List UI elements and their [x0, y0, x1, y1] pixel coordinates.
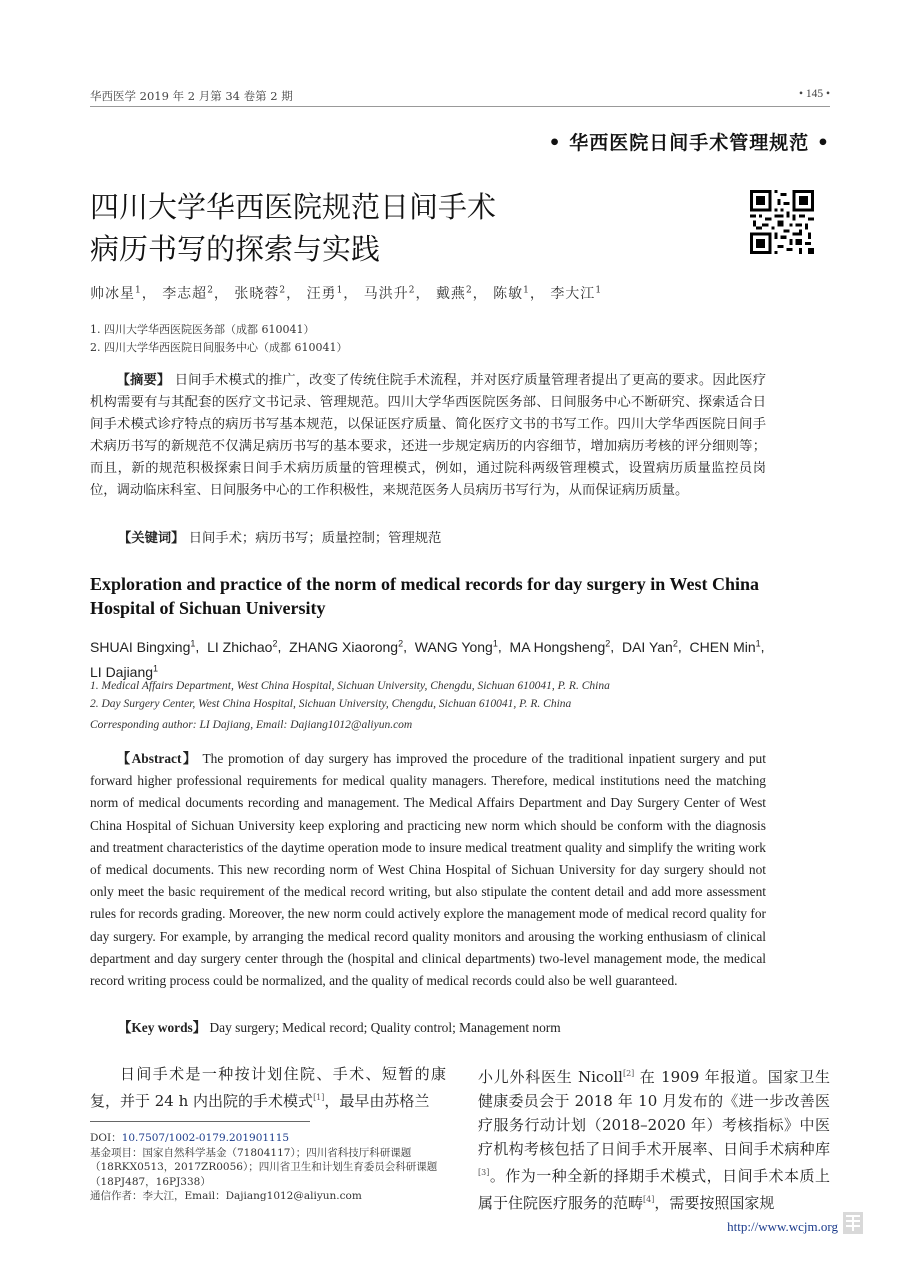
author-en: MA Hongsheng$^2$: [509, 638, 611, 655]
title-en: Exploration and practice of the norm of medical records for day surgery in West China Hospital of Sichuan University: [90, 574, 759, 618]
abstract-en-text: The promotion of day surgery has improved the procedure of the traditional inpatient surgery and put forward higher professional requirements for medical quality managers. Therefore, medical institutions need the matching norm of medical documents recording and management. The Medical Affairs Department and Day Surgery Center of West China Hospital of Sichuan University keep exploring and practicing new norm which should be conform with the diagnosis and treatment characteristics of the daytime operation mode to insure medical treatment quality and simplify the writing work of medical documents. This new recording norm of West China Hospital of Sichuan University for day surgery should not only meet the basic requirement of the medical record writing, but also stipulate the content detail and add more assessment rules for records grading. Moreover, the new norm could actively explore the management mode of medical record quality for day surgery. For example, by arranging the medical record quality monitors and arousing the working enthusiasm of clinical department and day surgery center through the (hospital and clinical departments) two-level management mode, the medical record writing process could be normalized, and the quality of medical records could also be well guaranteed.: [90, 751, 766, 989]
authors-en: SHUAI Bingxing$^1$, LI Zhichao$^2$, ZHANG Xiaorong$^2$, WANG Yong$^1$, MA Hongsheng$^2$, DAI Yan$^2$, CHEN Min$^1$, LI Dajiang$^1$: [90, 638, 765, 681]
abstract-cn-label: 【摘要】: [116, 373, 171, 388]
corresponding-author-en: Corresponding author: LI Dajiang, Email: Dajiang1012@aliyun.com: [90, 719, 413, 731]
footnotes: [90, 1131, 446, 1204]
citation-ref[interactable]: [4]: [643, 1195, 655, 1204]
doi-line: DOI：10.7507/1002-0179.201901115: [90, 1132, 290, 1144]
page-number: • 145 •: [798, 88, 830, 100]
author-cn: 张晓蓉$^2$: [234, 285, 287, 302]
title-cn-line2: 病历书写的探索与实践: [90, 232, 381, 266]
affiliation-cn-2: 2. 四川大学华西医院日间服务中心（成都 610041）: [90, 341, 348, 354]
section-tag: • 华西医院日间手术管理规范 •: [548, 132, 830, 154]
author-cn: 李志超$^2$: [162, 285, 214, 302]
author-cn: 戴燕$^2$: [435, 285, 473, 302]
author-cn: 马洪升$^2$: [363, 285, 416, 302]
author-en: LI Zhichao$^2$: [207, 638, 278, 655]
affiliation-en-1: 1. Medical Affairs Department, West China Hospital, Sichuan University, Chengdu, Sichuan 610041, P. R. China: [90, 680, 610, 692]
author-en: DAI Yan$^2$: [621, 638, 678, 655]
author-en: LI Dajiang$^1$: [90, 663, 159, 681]
citation-ref[interactable]: [1]: [313, 1093, 325, 1102]
running-head: [90, 86, 830, 107]
keywords-en-text: Day surgery; Medical record; Quality control; Management norm: [209, 1020, 561, 1035]
author-cn: 李大江$^1$: [550, 285, 603, 302]
body-text-right: 小儿外科医生 Nicoll[2] 在 1909 年报道。国家卫生健康委员会于 2018 年 10 月发布的《进一步改善医疗服务行动计划（2018–2020 年）考核指标》中医疗机构考核包括了日间手术开展率、日间手术病种库[3]。作为一种全新的择期手术模式，日间手术本质上属于住院医疗服务的范畴[4]，需要按照国家规: [478, 1068, 830, 1212]
keywords-cn-text: 日间手术；病历书写；质量控制；管理规范: [188, 531, 442, 546]
footnote-divider: [90, 1121, 310, 1122]
keywords-cn-label: 【关键词】: [118, 531, 185, 546]
journal-issue: 华西医学 2019 年 2 月第 34 卷第 2 期: [90, 89, 293, 103]
keywords-en: [118, 1017, 561, 1036]
journal-logo-icon: [843, 1212, 863, 1234]
doi-link[interactable]: 10.7507/1002-0179.201901115: [121, 1132, 290, 1144]
site-url-link[interactable]: http://www.wcjm.org: [727, 1219, 838, 1234]
correspondence-note: 通信作者：李大江，Email：Dajiang1012@aliyun.com: [90, 1190, 362, 1202]
author-cn: 帅冰星$^1$: [90, 285, 142, 302]
author-cn: 陈敏$^1$: [493, 285, 530, 302]
author-en: CHEN Min$^1$: [689, 638, 761, 655]
author-en: SHUAI Bingxing$^1$: [90, 638, 196, 655]
funding-note: 基金项目：国家自然科学基金（71804117）；四川省科技厅科研课题（18RKX0513，2017ZR0056）；四川省卫生和计划生育委员会科研课题（18PJ487，16PJ338）: [90, 1146, 438, 1188]
title-cn-line1: 四川大学华西医院规范日间手术: [90, 190, 497, 224]
title-cn: [90, 186, 690, 270]
author-en: WANG Yong$^1$: [414, 638, 498, 655]
citation-ref[interactable]: [2]: [622, 1069, 635, 1078]
author-en: ZHANG Xiaorong$^2$: [289, 638, 404, 655]
keywords-en-label: 【Key words】: [118, 1020, 207, 1035]
abstract-en: [90, 748, 766, 992]
qr-code-icon[interactable]: [750, 190, 814, 254]
author-cn: 汪勇$^1$: [306, 285, 344, 302]
body-text-left: 日间手术是一种按计划住院、手术、短暂的康复，并于 24 h 内出院的手术模式[1]，最早由苏格兰: [90, 1065, 446, 1110]
abstract-cn: [90, 370, 766, 502]
affiliation-cn-1: 1. 四川大学华西医院医务部（成都 610041）: [90, 323, 315, 336]
abstract-cn-text: 日间手术模式的推广，改变了传统住院手术流程，并对医疗质量管理者提出了更高的要求。因此医疗机构需要有与其配套的医疗文书记录、管理规范。四川大学华西医院医务部、日间服务中心不断研究、探索适合日间手术模式诊疗特点的病历书写基本规范，以保证医疗质量、简化医疗文书的书写工作。四川大学华西医院日间手术病历书写的新规范不仅满足病历书写的基本要求，还进一步规定病历的内容细节，增加病历考核的评分细则等；而且，新的规范积极探索日间手术病历质量的管理模式，例如，通过院科两级管理模式，设置病历质量监控员岗位，调动临床科室、日间服务中心的工作积极性，来规范医务人员病历书写行为，从而保证病历质量。: [90, 373, 766, 498]
authors-cn: 帅冰星$^1$， 李志超$^2$， 张晓蓉$^2$， 汪勇$^1$， 马洪升$^2$， 戴燕$^2$， 陈敏$^1$， 李大江$^1$: [90, 285, 603, 302]
citation-ref[interactable]: [3]: [478, 1168, 490, 1177]
abstract-en-label: 【Abstract】: [116, 751, 198, 766]
affiliation-en-2: 2. Day Surgery Center, West China Hospital, Sichuan University, Chengdu, Sichuan 610041, P. R. China: [90, 698, 572, 710]
keywords-cn: [118, 527, 441, 546]
